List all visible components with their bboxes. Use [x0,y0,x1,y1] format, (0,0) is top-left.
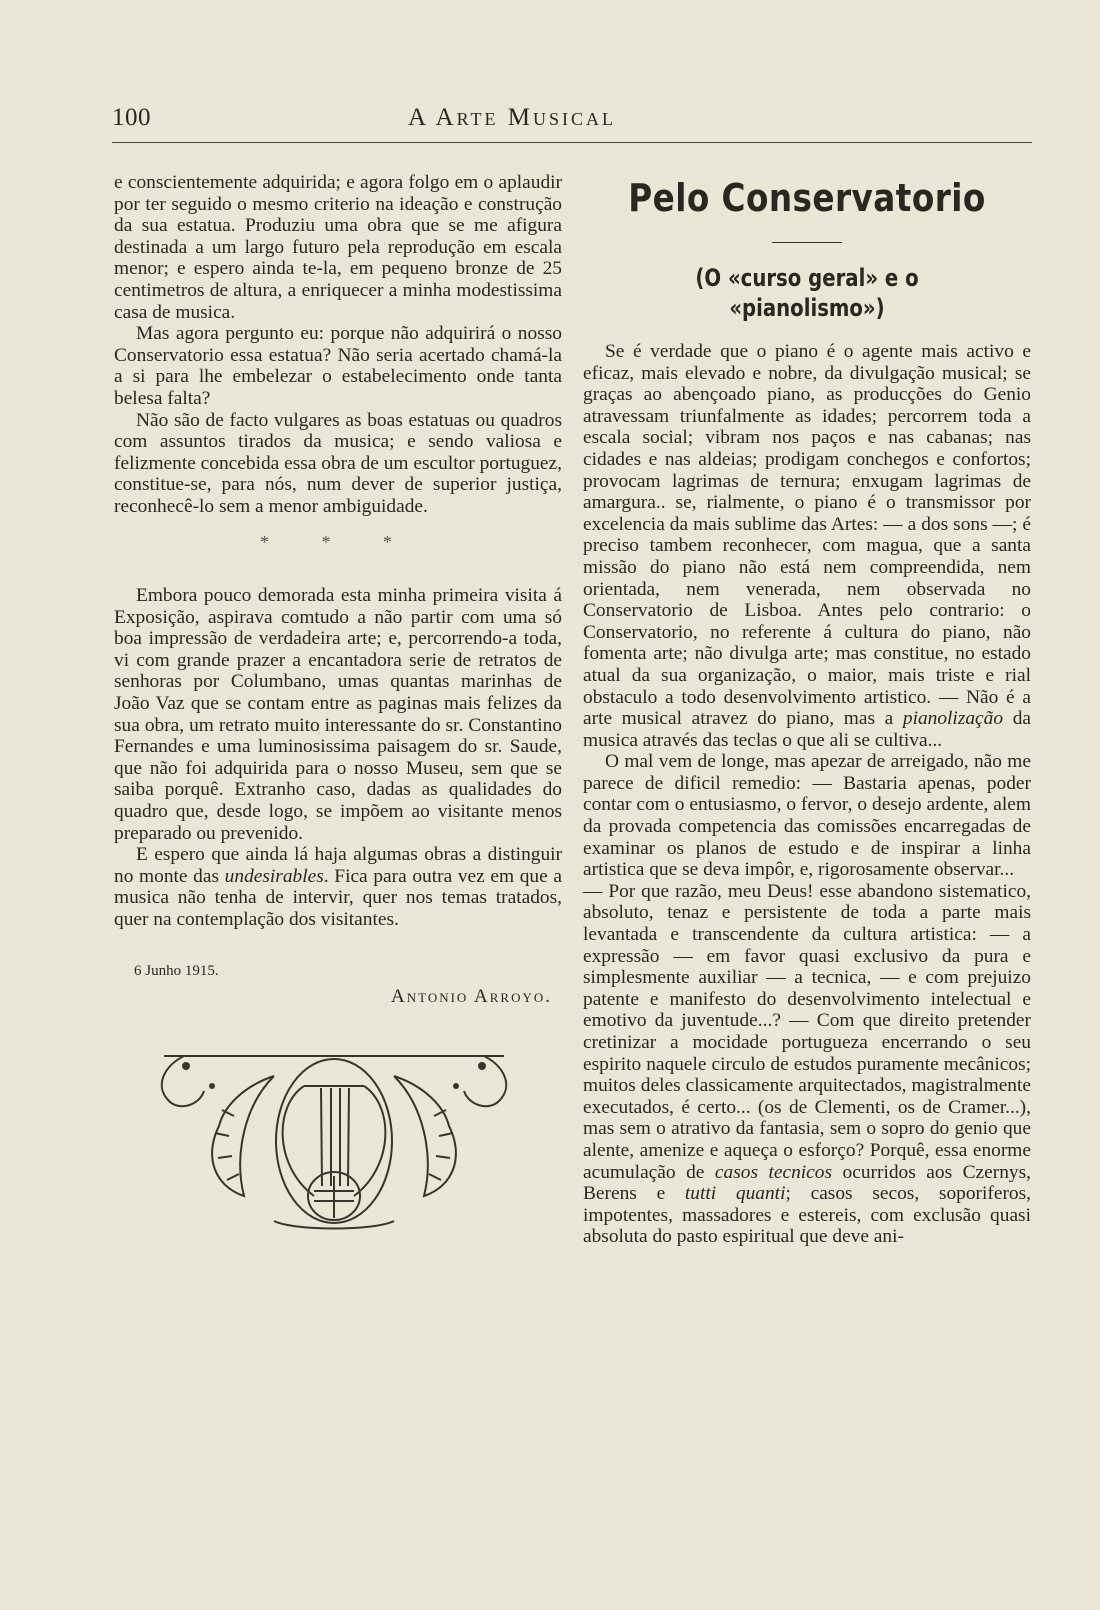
lyre-vignette-illustration [124,1046,544,1246]
text-run: ; casos secos, soporiferos, impotentes, massadores e estereis, com exclusão quasi absoluta do pasto espiritual que deve ani- [583,1183,1031,1248]
paragraph: O mal vem de longe, mas apezar de arreigado, não me parece de dificil remedio: — Bastaria apenas, poder contar com o entusiasmo, o fervor, o desejo ardente, alem da provada competencia das comissões encarregadas de examinar os planos de estudo e de inspirar a linha artistica que se deva impôr, e, rigorosamente observar... [583,751,1031,881]
header-rule [112,142,1032,143]
dateline: 6 Junho 1915. [134,962,219,979]
paragraph: Embora pouco demorada esta minha primeira visita á Exposição, aspirava comtudo a não partir com uma só boa impressão de verdadeira arte; e, percorrendo-a toda, vi com grande prazer a encantadora serie de retratos de senhoras por Columbano, umas quantas marinhas de João Vaz que se contam entre as paginas mais felizes da sua obra, um retrato muito interessante do sr. Constantino Fernandes e uma luminosissima paisagem do sr. Saude, que não foi adquirida para o nosso Museu, sem que se saiba porquê. Extranho caso, dadas as qualidades do quadro que, desde logo, se impõem ao visitante menos preparado ou prevenido. [114,585,562,844]
section-separator: * * * [260,531,416,552]
paragraph: e conscientemente adquirida; e agora folgo em o aplaudir por ter seguido o mesmo criterio na ideação e construção da sua estatua. Produziu uma obra que se me afigura destinada a um largo futuro pela reprodução em escala menor; e espero ainda te-la, em pequeno bronze de 25 centimetros de altura, a enriquecer a minha modestissima casa de musica. [114,172,562,323]
paragraph: Não são de facto vulgares as boas estatuas ou quadros com assuntos tirados da musica; e sendo valiosa e felizmente concebida essa obra de um escultor portuguez, constitue-se, para nós, num dever de superior justiça, reconhecê-lo sem a menor ambiguidade. [114,409,562,517]
text-run: ocurridos aos Czernys, Berens e [583,1161,1032,1205]
article-subtitle: (O «curso geral» e o «pianolismo») [695,264,919,322]
italic-text: undesirables [224,865,324,887]
left-column [114,172,562,1246]
running-title: A Arte Musical [408,104,616,131]
paragraph [583,341,1031,751]
italic-text: casos tecnicos [714,1161,833,1183]
italic-text: tutti quanti [684,1183,786,1205]
author-signature: Antonio Arroyo. [391,986,552,1008]
article-title: Pelo Conservatorio [628,176,986,220]
text-run: . Fica para outra vez em que a musica não tenha de intervir, quer nos temas tratados, quer na contemplação dos visitantes. [114,865,562,930]
right-column [583,178,1031,1248]
page-number: 100 [112,104,151,131]
text-run: Se é verdade que o piano é o agente mais activo e eficaz, mais elevado e nobre, da divulgação musical; se graças ao abençoado piano, as producções do Genio atravessam triunfalmente as idades; percorrem toda a escala social; vibram nos paços e nas cabanas; nas cidades e nas aldeias; prodigam conchegos e confortos; provocam lagrimas de ternura; enxugam lagrimas de amargura.. se, rialmente, o piano é o transmissor por excelencia da mais sublime das Artes: — a dos sons —; é preciso tambem reconhecer, com magua, que a santa missão do piano não está nem compreendida, nem orientada, nem venerada, nem observada no Conservatorio de Lisboa. Antes pelo contrario: o Conservatorio, no referente á cultura do piano, não fomenta arte; não divulga arte; mas constitue, no estado atual da sua organização, o maior, mais triste e rial obstaculo a todo desenvolvimento artistico. — Não é a arte musical atravez do piano, mas a [583,341,1031,730]
text-run: — Por que razão, meu Deus! esse abandono sistematico, absoluto, tenaz e persistente de toda a parte mais levantada e transcendente da cultura artistica: — a expressão — em favor quasi exclusivo da pura e simplesmente auxiliar — a tecnica, — e com prejuizo patente e manifesto do desenvolvimento intelectual e emotivo da juventude...? — Com que direito pretender cretinizar a mocidade portugueza encerrando o seu espirito naquele circulo de estudos puramente mecânicos; muitos deles classicamente arquitectados, magistralmente executados, é certo... (os de Clementi, os de Cramer...), mas sem o atrativo da fantasia, sem o sopro do genio que alente, amenize e aqueça o esforço? Porquê, essa enorme acumulação de [583,880,1031,1183]
paragraph [114,844,562,930]
text-run: da musica através das teclas o que ali se cultiva... [583,708,1031,751]
paragraph: Mas agora pergunto eu: porque não adquirirá o nosso Conservatorio essa estatua? Não seria acertado chamá-la a si para lhe embelezar o estabelecimento onde tanta belesa falta? [114,323,562,409]
page-header [112,104,1022,134]
title-rule [772,242,842,243]
text-run: E espero que ainda lá haja algumas obras a distinguir no monte das [114,844,562,887]
italic-text: pianolização [902,708,1004,730]
paragraph [583,881,1031,1248]
